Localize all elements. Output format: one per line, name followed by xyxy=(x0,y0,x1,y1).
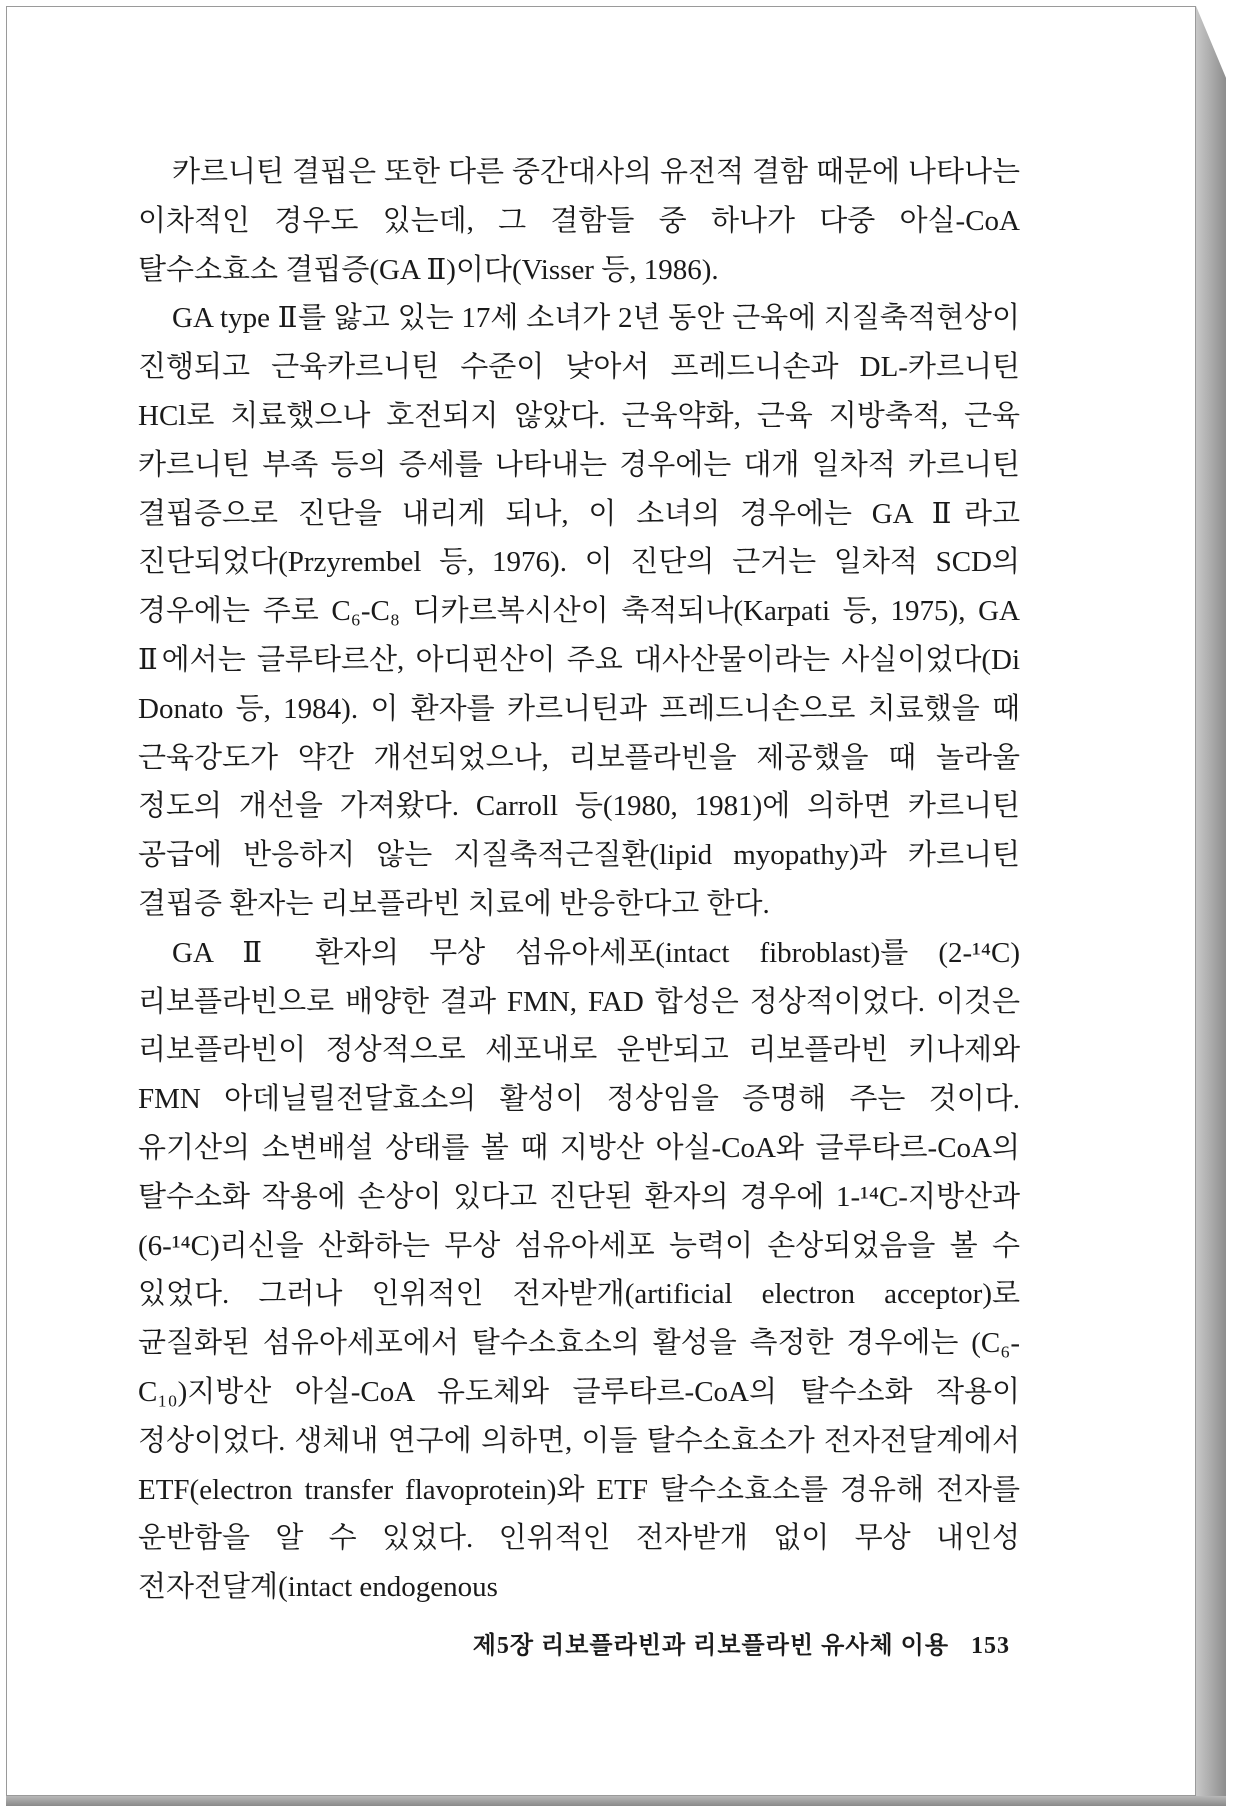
page-number: 153 xyxy=(971,1633,1010,1659)
page-edge-shadow xyxy=(1196,6,1226,1802)
chapter-running-title: 제5장 리보플라빈과 리보플라빈 유사체 이용 xyxy=(472,1633,949,1659)
paragraph-ga-type-ii-case: GA type Ⅱ를 앓고 있는 17세 소녀가 2년 동안 근육에 지질축적현상이 진행되고 근육카르니틴 수준이 낮아서 프레드니손과 DL-카르니틴 HCl로 치료했으나 호전되지 않았다. 근육약화, 근육 지방축적, 근육 카르니틴 부족 등의 증세를 나타내는 경우에는 대개 일차적 카르니틴 결핍증으로 진단을 내리게 되나, 이 소녀의 경우에는 GA Ⅱ라고 진단되었다(Przyrembel 등, 1976). 이 진단의 근거는 일차적 SCD의 경우에는 주로 C₆-C₈ 디카르복시산이 축적되나(Karpati 등, 1975), GA Ⅱ에서는 글루타르산, 아디핀산이 주요 대사산물이라는 사실이었다(Di Donato 등, 1984). 이 환자를 카르니틴과 프레드니손으로 치료했을 때 근육강도가 약간 개선되었으나, 리보플라빈을 제공했을 때 놀라울 정도의 개선을 가져왔다. Carroll 등(1980, 1981)에 의하면 카르니틴 공급에 반응하지 않는 지질축적근질환(lipid myopathy)과 카르니틴 결핍증 환자는 리보플라빈 치료에 반응한다고 한다. xyxy=(138,302,1020,920)
paragraph-carnitine-deficiency: 카르니틴 결핍은 또한 다른 중간대사의 유전적 결함 때문에 나타나는 이차적인 경우도 있는데, 그 결함들 중 하나가 다중 아실-CoA 탈수소효소 결핍증(GA Ⅱ)이다(Visser 등, 1986). xyxy=(138,156,1020,286)
paragraph-fibroblast-study: GA Ⅱ 환자의 무상 섬유아세포(intact fibroblast)를 (2-¹⁴C) 리보플라빈으로 배양한 결과 FMN, FAD 합성은 정상적이었다. 이것은 리보플라빈이 정상적으로 세포내로 운반되고 리보플라빈 키나제와 FMN 아데닐릴전달효소의 활성이 정상임을 증명해 주는 것이다. 유기산의 소변배설 상태를 볼 때 지방산 아실-CoA와 글루타르-CoA의 탈수소화 작용에 손상이 있다고 진단된 환자의 경우에 1-¹⁴C-지방산과 (6-¹⁴C)리신을 산화하는 무상 섬유아세포 능력이 손상되었음을 볼 수 있었다. 그러나 인위적인 전자받개(artificial electron acceptor)로 균질화된 섬유아세포에서 탈수소효소의 활성을 측정한 경우에는 (C₆-C₁₀)지방산 아실-CoA 유도체와 글루타르-CoA의 탈수소화 작용이 정상이었다. 생체내 연구에 의하면, 이들 탈수소효소가 전자전달계에서 ETF(electron transfer flavoprotein)와 ETF 탈수소효소를 경유해 전자를 운반함을 알 수 있었다. 인위적인 전자받개 없이 무상 내인성 전자전달계(intact endogenous xyxy=(138,936,1020,1604)
page-bottom-shadow xyxy=(6,1796,1226,1806)
page-footer xyxy=(430,1625,1010,1660)
page-body-text xyxy=(138,148,1020,1612)
